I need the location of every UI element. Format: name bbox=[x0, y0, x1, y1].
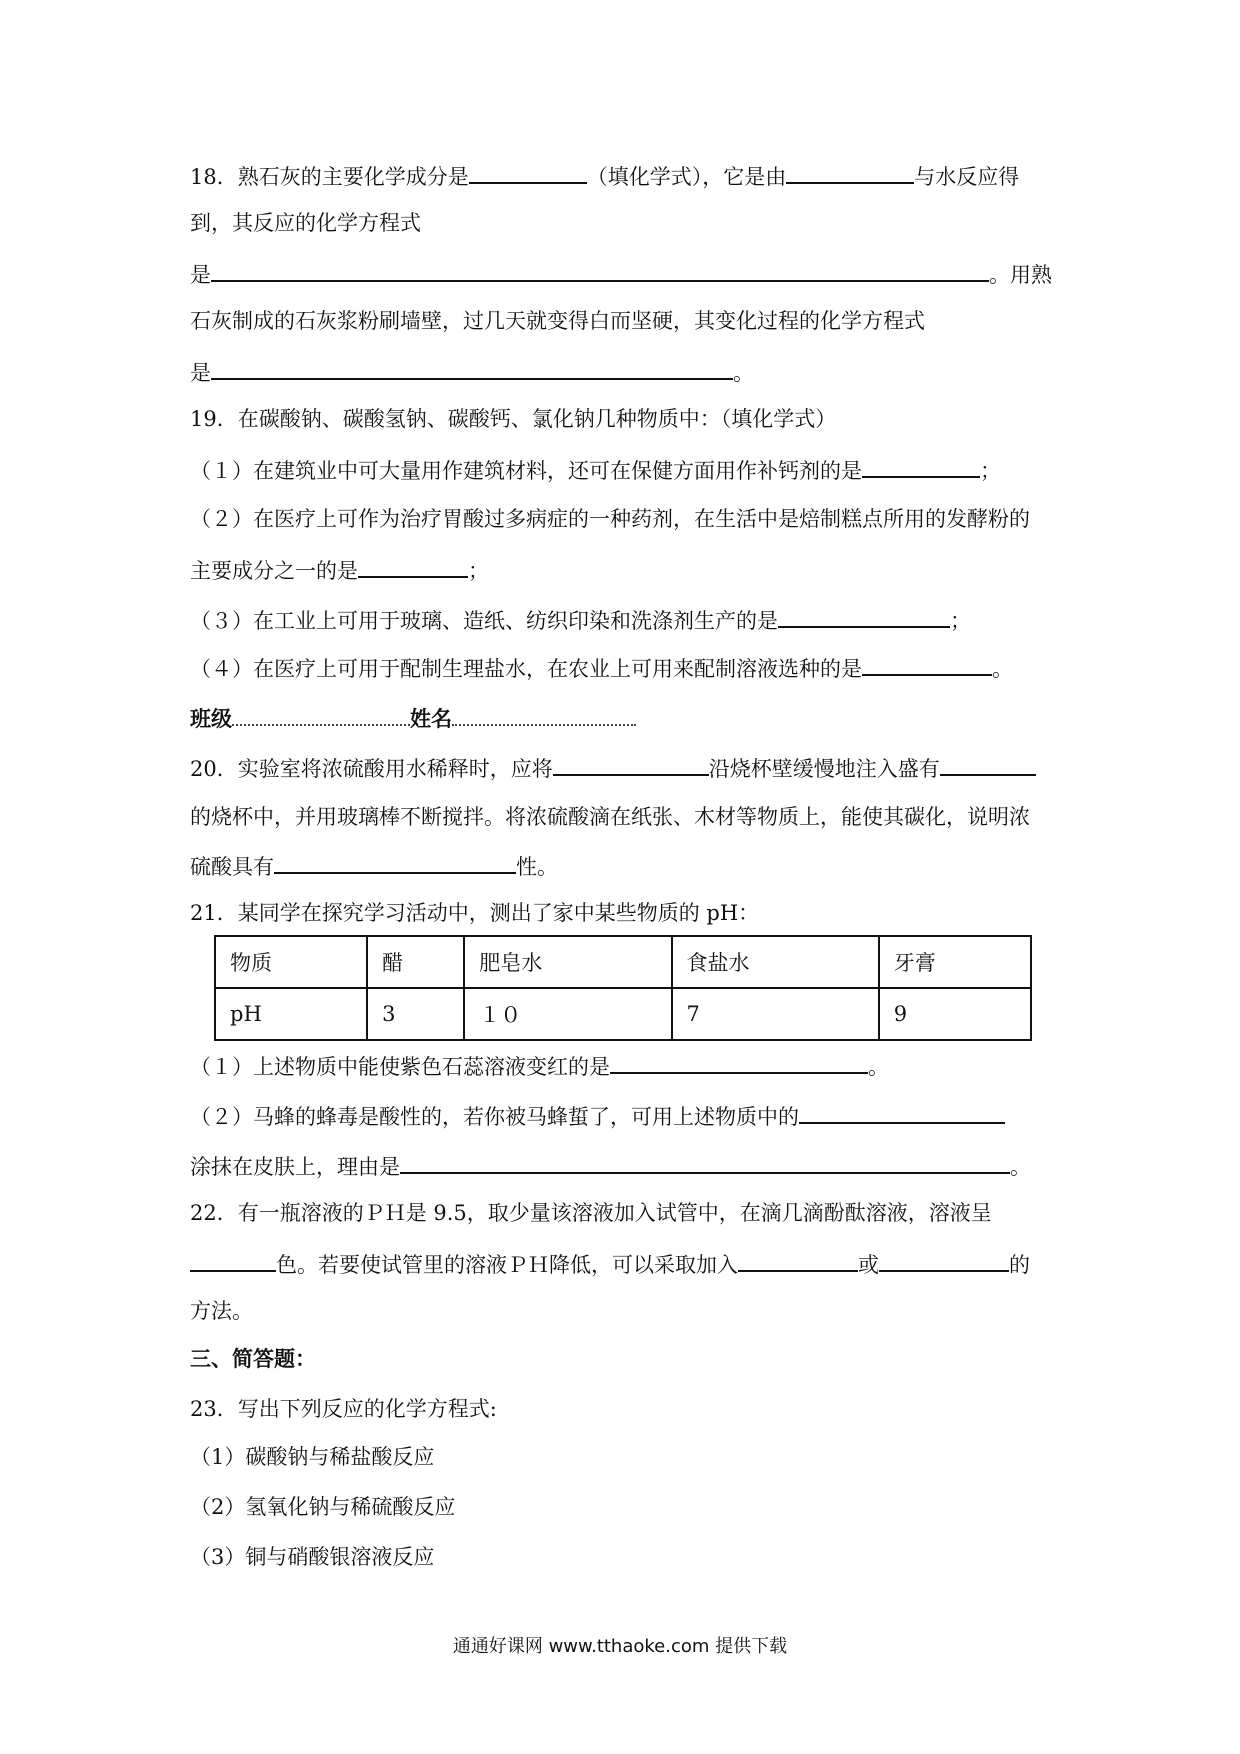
q21-text: 涂抹在皮肤上，理由是 bbox=[190, 1155, 400, 1179]
q21-part-2 bbox=[190, 1100, 1005, 1130]
q18-text: 石灰制成的石灰浆粉刷墙壁，过几天就变得白而坚硬，其变化过程的化学方程式 bbox=[190, 309, 925, 333]
q19-blank-1[interactable] bbox=[862, 454, 980, 478]
q18-text: 与水反应得 bbox=[914, 165, 1020, 189]
q20-blank-2[interactable] bbox=[940, 752, 1036, 776]
table-row bbox=[215, 988, 1031, 1040]
q19-part-4 bbox=[190, 652, 1013, 682]
q18-blank-source[interactable] bbox=[786, 160, 914, 184]
q22-line-2 bbox=[190, 1248, 1030, 1278]
section-title-text: 三、简答题： bbox=[190, 1346, 316, 1371]
q19-text: （４）在医疗上可用于配制生理盐水，在农业上可用来配制溶液选种的是 bbox=[190, 657, 862, 681]
q19-stem bbox=[190, 404, 836, 434]
q20-text: 的烧杯中，并用玻璃棒不断搅拌。将浓硫酸滴在纸张、木材等物质上，能使其碳化，说明浓 bbox=[190, 805, 1030, 829]
q21-blank-1[interactable] bbox=[610, 1050, 868, 1074]
q18-text: 是 bbox=[190, 361, 211, 385]
q18-line-4 bbox=[190, 306, 925, 336]
q22-blank-2[interactable] bbox=[879, 1248, 1009, 1272]
table-cell: 肥皂水 bbox=[464, 936, 671, 988]
q22-text: 的 bbox=[1009, 1253, 1030, 1277]
q21-part-2b bbox=[190, 1150, 1031, 1180]
q19-stem-text: 19．在碳酸钠、碳酸氢钠、碳酸钙、氯化钠几种物质中：（填化学式） bbox=[190, 407, 837, 431]
q20-blank-1[interactable] bbox=[553, 752, 709, 776]
q22-text: 或 bbox=[858, 1253, 879, 1277]
table-cell: 7 bbox=[672, 988, 879, 1040]
q19-blank-3[interactable] bbox=[778, 604, 950, 628]
name-field[interactable] bbox=[452, 702, 636, 726]
q23-text: （3）铜与硝酸银溶液反应 bbox=[190, 1545, 435, 1569]
table-cell: 3 bbox=[367, 988, 464, 1040]
q21-stem bbox=[190, 898, 759, 928]
q19-text: （３）在工业上可用于玻璃、造纸、纺织印染和洗涤剂生产的是 bbox=[190, 609, 778, 633]
q23-part-2 bbox=[190, 1492, 455, 1522]
q18-blank-equation-2[interactable] bbox=[211, 356, 733, 380]
q21-text: 。 bbox=[1010, 1155, 1031, 1179]
q21-blank-2[interactable] bbox=[799, 1100, 1005, 1124]
q23-text: （2）氢氧化钠与稀硫酸反应 bbox=[190, 1495, 456, 1519]
q23-stem bbox=[190, 1394, 497, 1424]
q20-text: 沿烧杯壁缓慢地注入盛有 bbox=[708, 757, 940, 781]
q19-text: （１）在建筑业中可大量用作建筑材料，还可在保健方面用作补钙剂的是 bbox=[190, 459, 862, 483]
q23-text: （1）碳酸钠与稀盐酸反应 bbox=[190, 1445, 435, 1469]
class-label: 班级 bbox=[190, 706, 232, 731]
q18-text: 18．熟石灰的主要化学成分是 bbox=[190, 165, 469, 189]
q20-text: 性。 bbox=[516, 855, 558, 879]
q19-text: 。 bbox=[992, 657, 1013, 681]
q20-blank-3[interactable] bbox=[274, 850, 516, 874]
q18-blank-equation-1[interactable] bbox=[211, 258, 989, 282]
ph-table bbox=[214, 935, 1032, 1041]
q21-blank-reason[interactable] bbox=[400, 1150, 1010, 1174]
q21-text: 。 bbox=[868, 1055, 889, 1079]
q22-line-1 bbox=[190, 1198, 992, 1228]
name-label: 姓名 bbox=[410, 706, 452, 731]
footer: 通通好课网 www.tthaoke.com 提供下载 bbox=[452, 1636, 788, 1657]
q19-text: 主要成分之一的是 bbox=[190, 559, 358, 583]
q22-text: 22．有一瓶溶液的ＰＨ是 9.5，取少量该溶液加入试管中，在滴几滴酚酞溶液，溶液呈 bbox=[190, 1201, 992, 1225]
q20-line-3 bbox=[190, 850, 558, 880]
q18-text: 。用熟 bbox=[989, 263, 1052, 287]
q18-text: 是 bbox=[190, 263, 211, 287]
q22-blank-color[interactable] bbox=[190, 1248, 276, 1272]
q22-text: 色。若要使试管里的溶液ＰＨ降低，可以采取加入 bbox=[276, 1253, 738, 1277]
q19-part-2 bbox=[190, 504, 1030, 534]
q19-text: ； bbox=[468, 559, 489, 583]
q18-line-1 bbox=[190, 160, 1019, 190]
q23-stem-text: 23．写出下列反应的化学方程式: bbox=[190, 1397, 497, 1421]
q19-part-2b bbox=[190, 554, 489, 584]
q23-part-1 bbox=[190, 1442, 434, 1472]
q23-part-3 bbox=[190, 1542, 434, 1572]
q18-line-2 bbox=[190, 208, 421, 238]
q19-part-3 bbox=[190, 604, 971, 634]
q18-text: 。 bbox=[733, 361, 754, 385]
q21-stem-text: 21．某同学在探究学习活动中，测出了家中某些物质的 pH： bbox=[190, 901, 760, 925]
q18-blank-formula[interactable] bbox=[469, 160, 587, 184]
q20-text: 硫酸具有 bbox=[190, 855, 274, 879]
class-field[interactable] bbox=[232, 702, 410, 726]
q20-line-2 bbox=[190, 802, 1030, 832]
student-info bbox=[190, 702, 636, 732]
section-title bbox=[190, 1344, 316, 1374]
table-cell: pH bbox=[215, 988, 367, 1040]
q21-text: （１）上述物质中能使紫色石蕊溶液变红的是 bbox=[190, 1055, 610, 1079]
q21-part-1 bbox=[190, 1050, 889, 1080]
q20-text: 20．实验室将浓硫酸用水稀释时，应将 bbox=[190, 757, 553, 781]
table-cell: 醋 bbox=[367, 936, 464, 988]
q18-line-3 bbox=[190, 258, 1052, 288]
q22-text: 方法。 bbox=[190, 1299, 253, 1323]
q22-blank-1[interactable] bbox=[738, 1248, 858, 1272]
q19-blank-4[interactable] bbox=[862, 652, 992, 676]
q19-part-1 bbox=[190, 454, 1001, 484]
table-cell: 物质 bbox=[215, 936, 367, 988]
q19-text: （２）在医疗上可作为治疗胃酸过多病症的一种药剂，在生活中是焙制糕点所用的发酵粉的 bbox=[190, 507, 1030, 531]
q18-text: 到，其反应的化学方程式 bbox=[190, 211, 421, 235]
table-cell: 牙膏 bbox=[879, 936, 1031, 988]
q19-blank-2[interactable] bbox=[358, 554, 468, 578]
table-cell: １０ bbox=[464, 988, 671, 1040]
q22-line-3 bbox=[190, 1296, 253, 1326]
q19-text: ； bbox=[980, 459, 1001, 483]
q21-text: （２）马蜂的蜂毒是酸性的，若你被马蜂蜇了，可用上述物质中的 bbox=[190, 1105, 799, 1129]
q20-line-1 bbox=[190, 752, 1036, 782]
table-cell: 食盐水 bbox=[672, 936, 879, 988]
q18-line-5 bbox=[190, 356, 754, 386]
table-cell: 9 bbox=[879, 988, 1031, 1040]
q18-text: （填化学式），它是由 bbox=[586, 165, 787, 189]
table-row bbox=[215, 936, 1031, 988]
q19-text: ； bbox=[950, 609, 971, 633]
